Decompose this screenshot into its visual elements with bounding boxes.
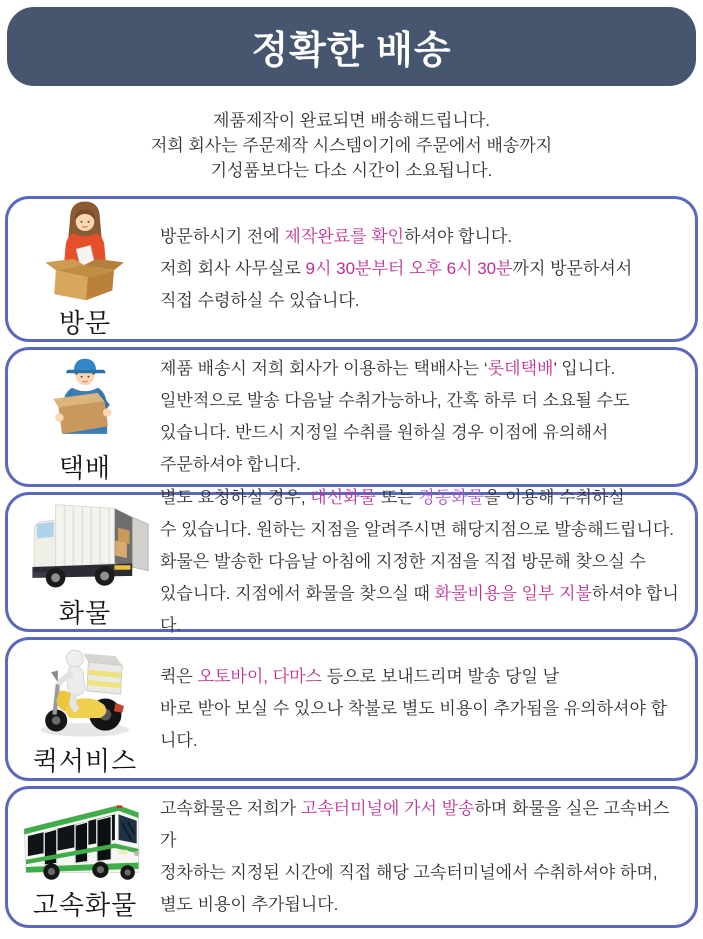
text-line <box>160 385 683 417</box>
visit-label: 방문 <box>58 308 112 338</box>
delivery-method-cards <box>0 196 703 928</box>
express-description <box>160 793 685 921</box>
page-title: 정확한 배송 <box>251 30 452 72</box>
section-freight <box>5 488 698 635</box>
truck-icon <box>18 494 152 592</box>
body-text: 수 있습니다. 원하는 지점을 알려주시면 해당지점으로 발송해드립니다. <box>160 520 675 539</box>
body-text: 별도 비용이 추가됩니다. <box>160 895 339 914</box>
text-line <box>160 353 683 385</box>
visit-icon-column <box>10 198 160 340</box>
body-text: 퀵은 <box>160 667 198 686</box>
parcel-label: 택배 <box>58 453 112 483</box>
body-text: 있습니다. 지점에서 화물을 찾으실 때 <box>160 584 435 603</box>
intro-line-3: 기성품보다는 다소 시간이 소요됩니다. <box>210 161 493 180</box>
visit-description <box>160 221 685 317</box>
body-text: 직접 수령하실 수 있습니다. <box>160 291 360 310</box>
text-line <box>160 449 683 481</box>
text-line <box>160 857 683 889</box>
quick-description <box>160 661 685 757</box>
section-parcel <box>5 347 698 487</box>
freight-description <box>160 482 685 642</box>
text-line <box>160 546 683 578</box>
body-text: 고속화물은 저희가 <box>160 799 301 818</box>
body-text: 하셔야 합니다. <box>404 227 513 246</box>
body-text: 하며 화물을 실은 고속버스가 <box>160 799 670 850</box>
text-line <box>160 253 683 285</box>
intro-line-2: 저희 회사는 주문제작 시스템이기에 주문에서 배송까지 <box>150 136 553 155</box>
highlighted-text: 롯데택배 <box>487 359 554 378</box>
body-text: 일반적으로 발송 다음날 수취가능하나, 간혹 하루 더 소요될 수도 <box>160 391 630 410</box>
body-text: 화물은 발송한 다음날 아침에 지정한 지점을 직접 방문해 찾으실 수 <box>160 552 646 571</box>
body-text: 또는 <box>375 488 419 507</box>
intro-line-1: 제품제작이 완료되면 배송해드립니다. <box>213 111 490 130</box>
text-line <box>160 514 683 546</box>
highlighted-text: 9시 30분부터 오후 6시 30분 <box>305 259 513 278</box>
bus-icon <box>17 792 153 884</box>
body-text: ’ 입니다. <box>553 359 616 378</box>
text-line <box>160 793 683 857</box>
text-line <box>160 221 683 253</box>
body-text: 방문하시기 전에 <box>160 227 285 246</box>
scooter-icon <box>34 640 136 740</box>
parcel-description <box>160 353 685 481</box>
quick-icon-column <box>10 640 160 778</box>
text-line <box>160 482 683 514</box>
body-text: 제품 배송시 저희 회사가 이용하는 택배사는 ‘ <box>160 359 488 378</box>
highlighted-text: 오토바이, 다마스 <box>197 667 322 686</box>
intro-text <box>0 108 703 183</box>
courier-icon <box>38 349 132 447</box>
body-text: 별도 요청하실 경우, <box>160 488 311 507</box>
text-line <box>160 661 683 693</box>
section-quick <box>5 637 698 781</box>
page-header <box>7 7 696 86</box>
text-line <box>160 285 683 317</box>
text-line <box>160 417 683 449</box>
delivery-info-page <box>0 7 703 939</box>
freight-label: 화물 <box>58 598 112 628</box>
express-icon-column <box>10 792 160 922</box>
visit-packing-icon <box>36 198 134 302</box>
section-visit <box>5 196 698 342</box>
body-text: 있습니다. 반드시 지정일 수취를 원하실 경우 이점에 유의해서 <box>160 423 609 442</box>
body-text: 정차하는 지정된 시간에 직접 해당 고속터미널에서 수취하셔야 하며, <box>160 863 658 882</box>
body-text: 하셔야 합니다. <box>160 584 679 635</box>
freight-icon-column <box>10 494 160 630</box>
parcel-icon-column <box>10 349 160 485</box>
highlighted-text: 대신화물 <box>310 488 376 507</box>
highlighted-text: 경동화물 <box>418 488 484 507</box>
highlighted-text: 제작완료를 확인 <box>284 227 405 246</box>
body-text: 바로 받아 보실 수 있으나 착불로 별도 비용이 추가됨을 유의하셔야 합니다. <box>160 699 668 750</box>
highlighted-text: 화물비용을 일부 지불 <box>434 584 592 603</box>
body-text: 까지 방문하셔서 <box>512 259 633 278</box>
section-express <box>5 786 698 928</box>
text-line <box>160 889 683 921</box>
quick-label: 퀵서비스 <box>32 746 138 776</box>
body-text: 을 이용해 수취하실 <box>483 488 625 507</box>
body-text: 주문하셔야 합니다. <box>160 455 301 474</box>
highlighted-text: 고속터미널에 가서 발송 <box>300 799 475 818</box>
text-line <box>160 693 683 757</box>
body-text: 등으로 보내드리며 발송 당일 날 <box>321 667 560 686</box>
express-label: 고속화물 <box>32 890 138 920</box>
text-line <box>160 578 683 642</box>
body-text: 저희 회사 사무실로 <box>160 259 306 278</box>
